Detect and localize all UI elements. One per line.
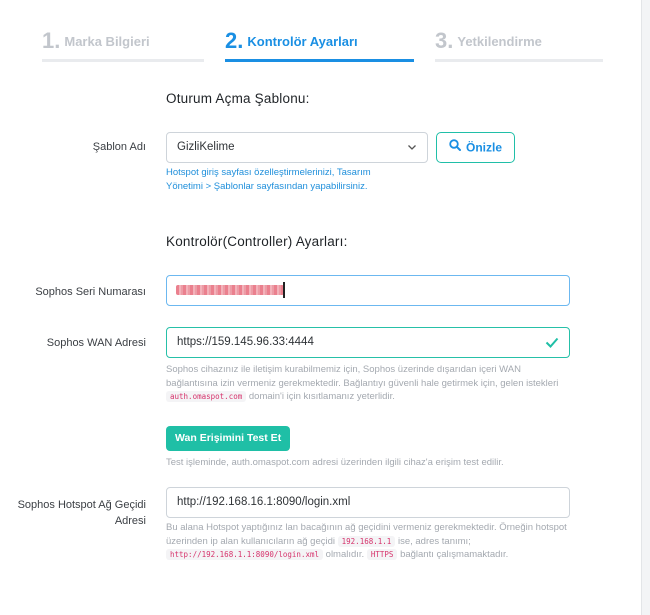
gateway-help-text [166, 521, 568, 562]
step-number: 3. [435, 28, 454, 53]
search-icon [449, 133, 461, 162]
wan-help-part: Sophos cihazınız ile iletişim kurabilmemiz için, Sophos üzerinde dışarıdan içeri WAN bağlantısına izin vermeniz gerekmektedir. Bağlantıyı güvenli hale getirmek için, gelen istekleri [166, 364, 559, 389]
template-help-text: Hotspot giriş sayfası özelleştirmelerinizi, Tasarım Yönetimi > Şablonlar sayfasından yapabilirsiniz. [166, 167, 371, 192]
step-number: 1. [42, 28, 61, 53]
gateway-help-part: Bu alana Hotspot yaptığınız lan bacağının ağ geçidini vermeniz gerekmektedir. Örneğin hotspot üzerinden ip alan kullanıcıların ağ geçidi [166, 522, 567, 547]
gateway-help-ip-code: 192.168.1.1 [338, 536, 396, 547]
step-label: Kontrolör Ayarları [247, 33, 358, 49]
step-progress-bar [435, 59, 603, 62]
gateway-help-part: bağlantı çalışmamaktadır. [400, 549, 509, 560]
step-progress-bar [225, 59, 414, 62]
test-help-text: Test işleminde, auth.omaspot.com adresi üzerinden ilgili cihaz'a erişim test edilir. [166, 457, 504, 468]
gateway-help-url-code: http://192.168.1.1:8090/login.xml [166, 549, 323, 560]
serial-number-label: Sophos Seri Numarası [35, 286, 146, 298]
controller-settings-title: Kontrolör(Controller) Ayarları: [166, 234, 348, 249]
wan-help-domain-code: auth.omaspot.com [166, 391, 246, 402]
step-authorization[interactable] [435, 28, 603, 62]
gateway-help-part: ise, adres tanımı; [397, 535, 471, 547]
wan-help-part: domain'i için kısıtlamanız yeterlidir. [248, 391, 395, 402]
redacted-serial [176, 285, 284, 295]
wan-address-label: Sophos WAN Adresi [46, 337, 146, 349]
step-brand-info[interactable] [42, 28, 204, 62]
wan-help-text [166, 363, 574, 404]
step-label: Marka Bilgieri [64, 33, 150, 49]
gateway-address-label: Sophos Hotspot Ağ Geçidi Adresi [17, 499, 146, 527]
gateway-address-input[interactable] [166, 487, 570, 518]
template-name-label: Şablon Adı [92, 141, 146, 153]
test-wan-access-button[interactable]: Wan Erişimini Test Et [166, 426, 290, 451]
step-label: Yetkilendirme [457, 33, 542, 49]
gateway-help-part: olmalıdır. [325, 549, 365, 560]
gateway-address-value: http://192.168.16.1:8090/login.xml [177, 496, 351, 508]
wan-address-value: https://159.145.96.33:4444 [177, 336, 314, 348]
login-template-title: Oturum Açma Şablonu: [166, 91, 310, 106]
template-select-value: GizliKelime [177, 141, 235, 153]
wan-address-input[interactable] [166, 327, 570, 358]
step-progress-bar [42, 59, 204, 62]
template-select[interactable] [166, 132, 428, 163]
preview-button[interactable] [436, 132, 515, 163]
chevron-down-icon [407, 133, 417, 174]
step-controller-settings[interactable] [225, 28, 414, 62]
gateway-help-https-code: HTTPS [367, 549, 398, 560]
step-number: 2. [225, 28, 244, 53]
preview-button-label: Önizle [466, 140, 503, 155]
text-caret [283, 282, 285, 298]
